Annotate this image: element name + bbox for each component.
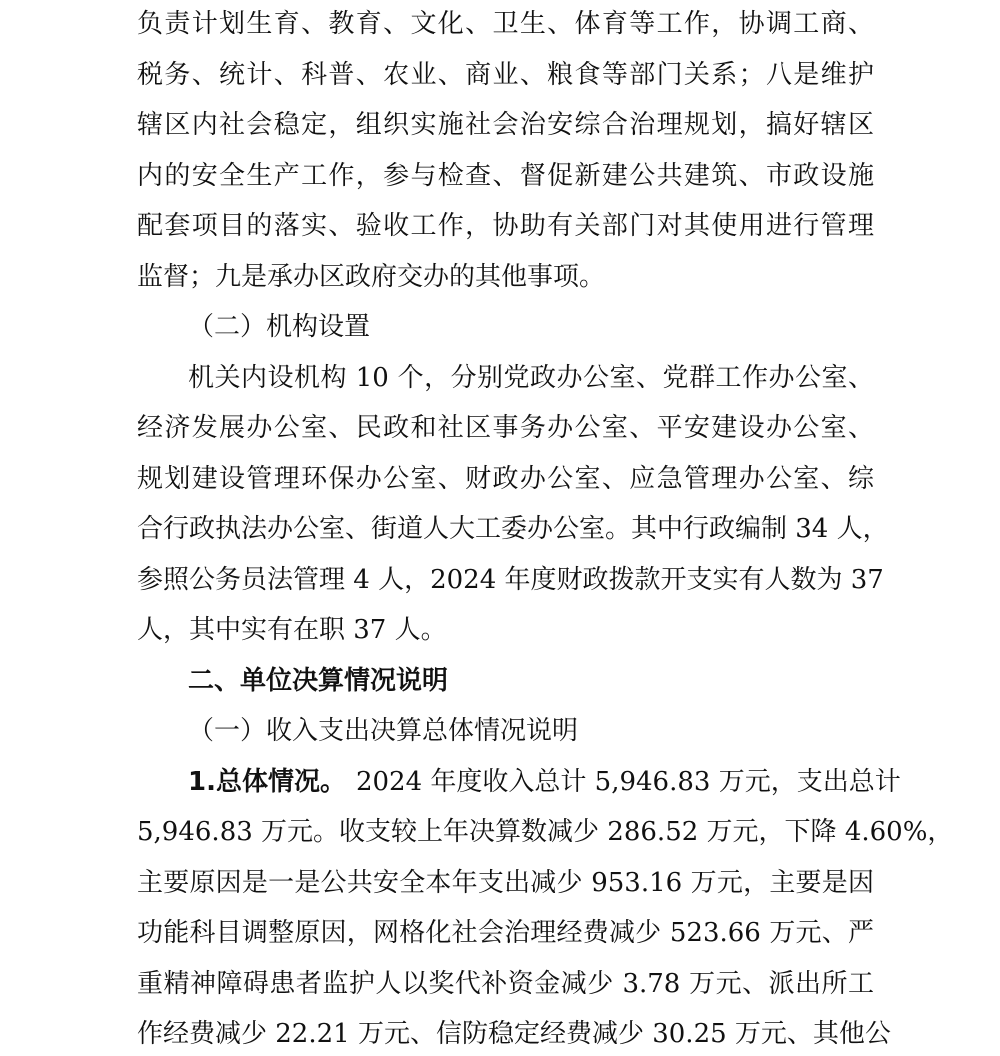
- paragraph-2-line-1: 机关内设机构 10 个，分别党政办公室、党群工作办公室、: [188, 363, 874, 393]
- paragraph-3-line-1-text: 2024 年度收入总计 5,946.83 万元，支出总计: [355, 767, 901, 797]
- paragraph-2-line-2: 经济发展办公室、民政和社区事务办公室、平安建设办公室、: [137, 413, 874, 443]
- paragraph-3-line-1: [188, 764, 901, 800]
- paragraph-2-line-5: 参照公务员法管理 4 人，2024 年度财政拨款开支实有人数为 37: [137, 565, 884, 595]
- paragraph-2-line-4: 合行政执法办公室、街道人大工委办公室。其中行政编制 34 人，: [137, 514, 889, 544]
- paragraph-3-line-4: 功能科目调整原因，网格化社会治理经费减少 523.66 万元、严: [137, 918, 874, 948]
- paragraph-1-line-1: 负责计划生育、教育、文化、卫生、体育等工作，协调工商、: [137, 9, 874, 39]
- paragraph-3-line-2: 5,946.83 万元。收支较上年决算数减少 286.52 万元，下降 4.60%，: [137, 817, 954, 847]
- paragraph-1-line-2: 税务、统计、科普、农业、商业、粮食等部门关系；八是维护: [137, 60, 874, 90]
- paragraph-2-line-6: 人，其中实有在职 37 人。: [137, 615, 447, 645]
- section-title-income-expenditure: （一）收入支出决算总体情况说明: [188, 716, 579, 746]
- paragraph-3-line-6: 作经费减少 22.21 万元、信防稳定经费减少 30.25 万元、其他公: [137, 1019, 891, 1049]
- paragraph-1-line-3: 辖区内社会稳定，组织实施社会治安综合治理规划，搞好辖区: [137, 110, 874, 140]
- paragraph-1-line-5: 配套项目的落实、验收工作，协助有关部门对其使用进行管理: [137, 211, 874, 241]
- paragraph-3-line-3: 主要原因是一是公共安全本年支出减少 953.16 万元，主要是因: [137, 868, 874, 898]
- paragraph-3-line-5: 重精神障碍患者监护人以奖代补资金减少 3.78 万元、派出所工: [137, 969, 874, 999]
- section-title-org: （二）机构设置: [188, 312, 371, 342]
- paragraph-1-line-4: 内的安全生产工作，参与检查、督促新建公共建筑、市政设施: [137, 161, 874, 191]
- paragraph-2-line-3: 规划建设管理环保办公室、财政办公室、应急管理办公室、综: [137, 464, 874, 494]
- part-heading-unit-accounts: 二、单位决算情况说明: [188, 666, 449, 696]
- paragraph-3-lead: 1.总体情况。: [188, 767, 346, 797]
- paragraph-1-line-6: 监督；九是承办区政府交办的其他事项。: [137, 262, 606, 292]
